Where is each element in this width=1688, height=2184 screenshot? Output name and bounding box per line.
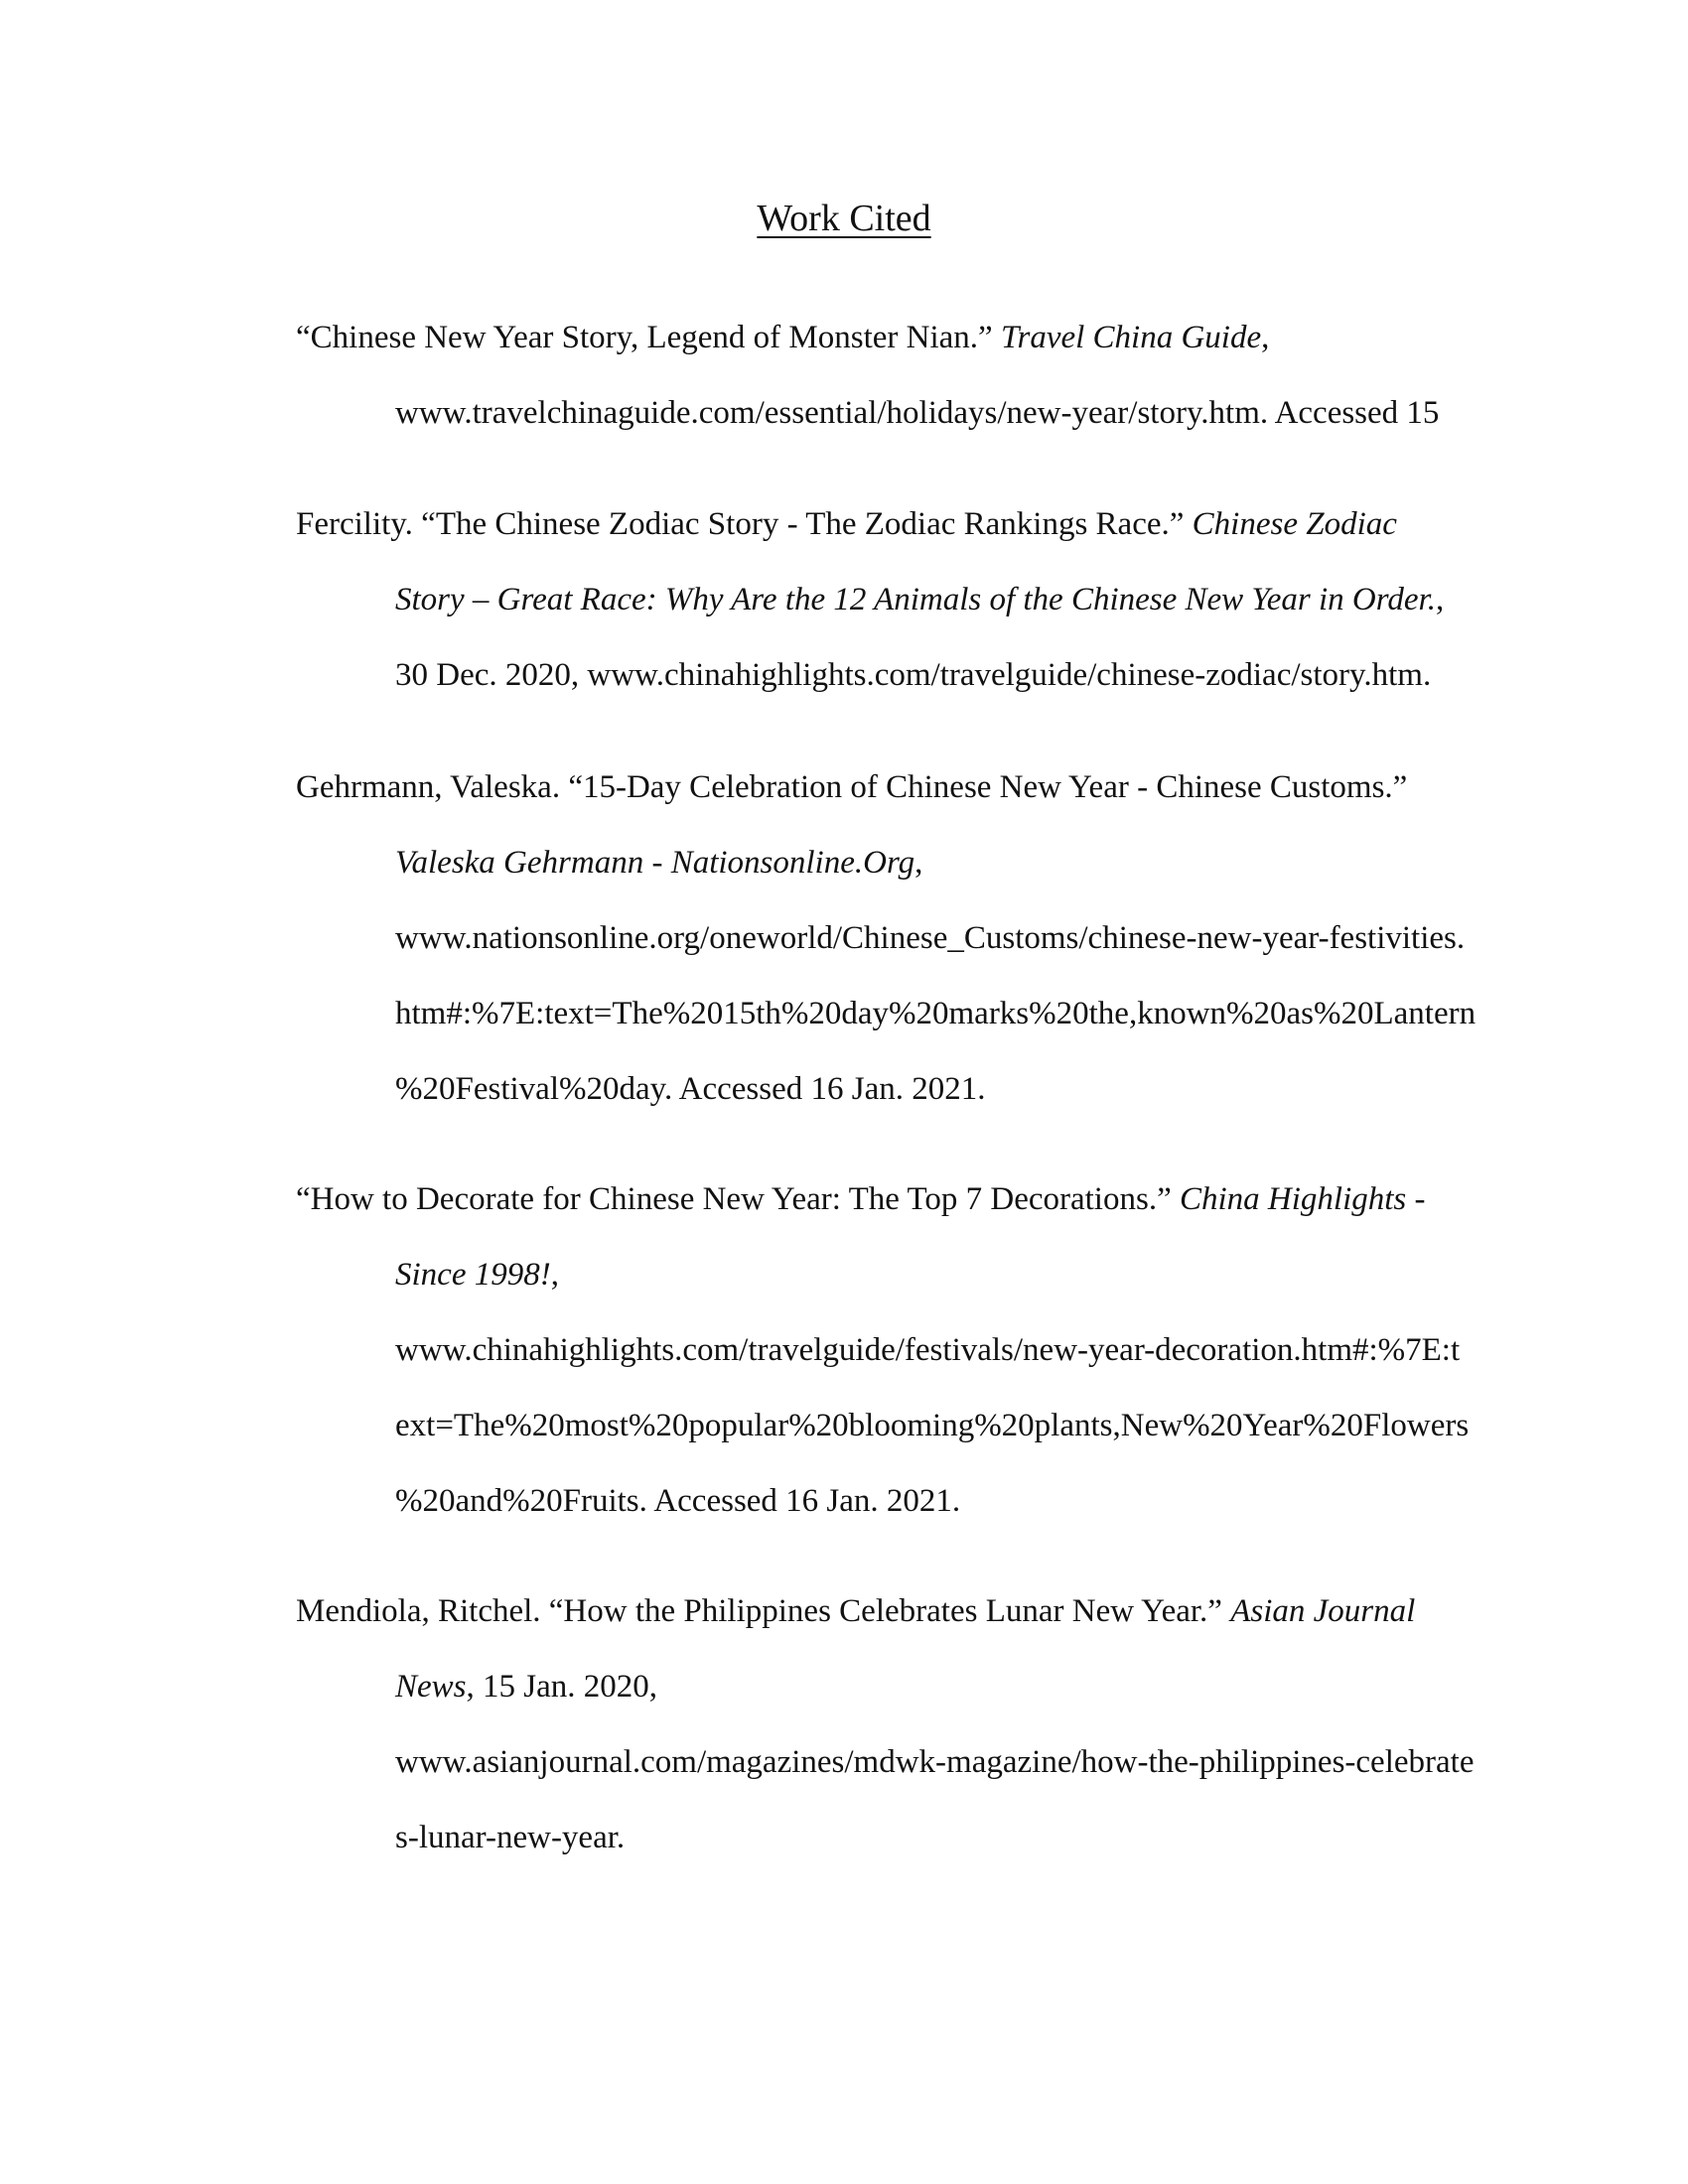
- citation-source-text: Travel China Guide: [1000, 320, 1262, 355]
- citation-line: [296, 825, 1477, 900]
- citation-entry-4: [296, 1161, 1477, 1539]
- citation-entry-2: [296, 486, 1477, 713]
- citation-text: ,: [1435, 582, 1445, 617]
- citation-title-text: Gehrmann, Valeska. “15-Day Celebration of Chinese New Year - Chinese Customs.”: [296, 769, 1408, 805]
- citation-entry-1: [296, 300, 1477, 451]
- citation-line: [296, 637, 1477, 713]
- citation-entry-5: [296, 1573, 1477, 1875]
- citation-source-text: Since 1998!: [395, 1257, 551, 1293]
- citation-line: [296, 976, 1477, 1051]
- citation-title-text: Fercility. “The Chinese Zodiac Story - The Zodiac Rankings Race.”: [296, 506, 1193, 542]
- citation-line: [296, 1312, 1477, 1388]
- citation-source-text: Valeska Gehrmann - Nationsonline.Org: [395, 845, 915, 881]
- citation-text: ,: [1261, 320, 1270, 355]
- citation-source-text: Story – Great Race: Why Are the 12 Animals of the Chinese New Year in Order.: [395, 582, 1436, 617]
- citation-url-text: %20and%20Fruits. Accessed 16 Jan. 2021.: [395, 1483, 961, 1519]
- citation-text: ,: [550, 1257, 559, 1293]
- citation-text: , 15 Jan. 2020,: [466, 1669, 658, 1705]
- citation-url-text: htm#:%7E:text=The%2015th%20day%20marks%20the,known%20as%20Lantern: [395, 996, 1477, 1031]
- citation-source-text: News: [395, 1669, 467, 1705]
- citation-line: [296, 1649, 1477, 1724]
- citation-url-text: www.asianjournal.com/magazines/mdwk-magazine/how-the-philippines-celebrate: [395, 1744, 1475, 1780]
- citation-url-text: 30 Dec. 2020, www.chinahighlights.com/travelguide/chinese-zodiac/story.htm.: [395, 657, 1432, 693]
- citation-url-text: www.nationsonline.org/oneworld/Chinese_Customs/chinese-new-year-festivities.: [395, 920, 1466, 956]
- citation-url-text: %20Festival%20day. Accessed 16 Jan. 2021.: [395, 1071, 986, 1107]
- citation-line: [296, 1388, 1477, 1463]
- citation-entry-3: [296, 750, 1477, 1127]
- citation-url-text: ext=The%20most%20popular%20blooming%20plants,New%20Year%20Flowers: [395, 1408, 1470, 1443]
- citation-text: ,: [914, 845, 923, 881]
- citation-url-text: www.chinahighlights.com/travelguide/festivals/new-year-decoration.htm#:%7E:t: [395, 1332, 1461, 1368]
- citation-line: [296, 562, 1477, 637]
- citation-source-text: China Highlights -: [1179, 1181, 1426, 1217]
- citation-line: [296, 1237, 1477, 1312]
- citation-line: [296, 486, 1477, 562]
- citation-title-text: Mendiola, Ritchel. “How the Philippines Celebrates Lunar New Year.”: [296, 1593, 1231, 1629]
- citation-url-text: s-lunar-new-year.: [395, 1820, 626, 1855]
- citation-line: [296, 1800, 1477, 1875]
- citation-source-text: Chinese Zodiac: [1192, 506, 1397, 542]
- citation-line: [296, 750, 1477, 825]
- citation-line: [296, 300, 1477, 375]
- citation-line: [296, 375, 1477, 451]
- citation-source-text: Asian Journal: [1230, 1593, 1416, 1629]
- citation-line: [296, 1463, 1477, 1539]
- citation-line: [296, 1051, 1477, 1127]
- citation-line: [296, 1724, 1477, 1800]
- citation-line: [296, 1161, 1477, 1237]
- citation-url-text: www.travelchinaguide.com/essential/holidays/new-year/story.htm. Accessed 15: [395, 395, 1440, 431]
- citation-title-text: “How to Decorate for Chinese New Year: The Top 7 Decorations.”: [296, 1181, 1180, 1217]
- citation-line: [296, 1573, 1477, 1649]
- citation-title-text: “Chinese New Year Story, Legend of Monster Nian.”: [296, 320, 1001, 355]
- citation-line: [296, 900, 1477, 976]
- page-title: Work Cited: [757, 198, 931, 239]
